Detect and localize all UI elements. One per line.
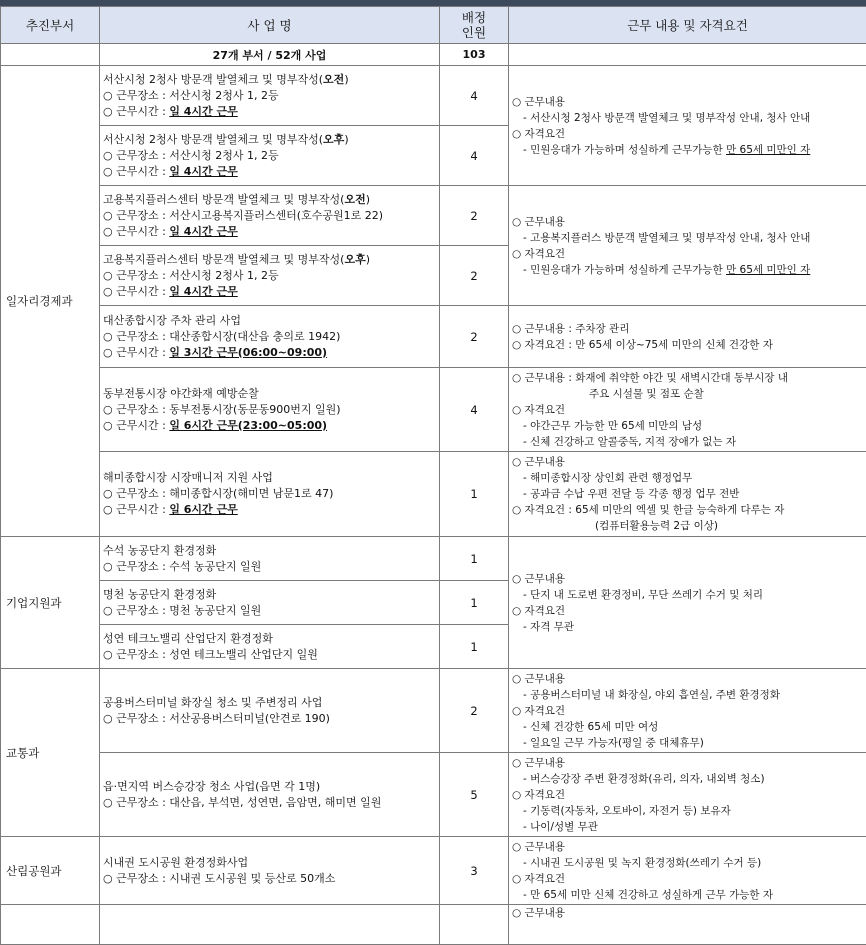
- biz-place: ○ 근무장소 : 대산읍, 부석면, 성연면, 음암면, 해미면 일원: [103, 795, 436, 811]
- header-count: 배정 인원: [440, 7, 509, 44]
- duty-cell: ○ 근무내용 - 서산시청 2청사 방문객 발열체크 및 명부작성 안내, 청사 안내 ○ 자격요건 - 민원응대가 가능하며 성실하게 근무가능한 만 65세 미만인 자: [509, 66, 866, 186]
- biz-cell: [100, 246, 440, 306]
- biz-cell: [100, 753, 440, 837]
- table-row: [1, 837, 866, 905]
- duty-cell: ○ 근무내용 : 주차장 관리 ○ 자격요건 : 만 65세 이상~75세 미만의 신체 건강한 자: [509, 306, 866, 368]
- biz-place: ○ 근무장소 : 수석 농공단지 일원: [103, 559, 436, 575]
- biz-cell: [100, 186, 440, 246]
- biz-place: ○ 근무장소 : 명천 농공단지 일원: [103, 603, 436, 619]
- biz-title: 서산시청 2청사 방문객 발열체크 및 명부작성(오후): [103, 132, 436, 148]
- count-cell: 3: [440, 837, 509, 905]
- biz-cell: [100, 368, 440, 452]
- duty-cell: ○ 근무내용 - 단지 내 도로변 환경정비, 무단 쓰레기 수거 및 처리 ○ 자격요건 - 자격 무관: [509, 537, 866, 669]
- biz-title: 시내권 도시공원 환경정화사업: [103, 855, 436, 871]
- biz-place: ○ 근무장소 : 성연 테크노밸리 산업단지 일원: [103, 647, 436, 663]
- biz-cell: [100, 537, 440, 581]
- table-row: [1, 905, 866, 945]
- biz-time: ○ 근무시간 : 일 4시간 근무: [103, 284, 436, 300]
- summary-row: [1, 44, 866, 66]
- biz-cell: [100, 306, 440, 368]
- biz-title: 성연 테크노밸리 산업단지 환경정화: [103, 631, 436, 647]
- duty-cell: ○ 근무내용 - 버스승강장 주변 환경정화(유리, 의자, 내외벽 청소) ○ 자격요건 - 기동력(자동차, 오토바이, 자전거 등) 보유자 - 나이/성별 무관: [509, 753, 866, 837]
- duty-cell: ○ 근무내용 - 시내권 도시공원 및 녹지 환경정화(쓰레기 수거 등) ○ 자격요건 - 만 65세 미만 신체 건강하고 성실하게 근무 가능한 자: [509, 837, 866, 905]
- dept-cell: 일자리경제과: [1, 66, 100, 537]
- table-row: [1, 753, 866, 837]
- count-cell: 2: [440, 306, 509, 368]
- biz-place: ○ 근무장소 : 서산시청 2청사 1, 2등: [103, 88, 436, 104]
- biz-cell: [100, 837, 440, 905]
- table-row: [1, 306, 866, 368]
- biz-place: ○ 근무장소 : 동부전통시장(동문동900번지 일원): [103, 402, 436, 418]
- summary-label: 27개 부서 / 52개 사업: [100, 44, 440, 66]
- biz-time: ○ 근무시간 : 일 4시간 근무: [103, 224, 436, 240]
- table-row: [1, 537, 866, 581]
- biz-title: 공용버스터미널 화장실 청소 및 주변정리 사업: [103, 695, 436, 711]
- count-cell: 2: [440, 669, 509, 753]
- biz-place: ○ 근무장소 : 서산시고용복지플러스센터(호수공원1로 22): [103, 208, 436, 224]
- biz-time: ○ 근무시간 : 일 6시간 근무: [103, 502, 436, 518]
- count-cell: 4: [440, 66, 509, 126]
- biz-place: ○ 근무장소 : 서산공용버스터미널(안견로 190): [103, 711, 436, 727]
- biz-place: ○ 근무장소 : 대산종합시장(대산읍 충의로 1942): [103, 329, 436, 345]
- biz-place: ○ 근무장소 : 서산시청 2청사 1, 2등: [103, 268, 436, 284]
- duty-cell: ○ 근무내용 : 화재에 취약한 야간 및 새벽시간대 동부시장 내 주요 시설물 및 점포 순찰 ○ 자격요건 - 야간근무 가능한 만 65세 미만의 남성 - 신체 건강하고 알콜중독, 지적 장애가 없는 자: [509, 368, 866, 452]
- count-cell: 2: [440, 186, 509, 246]
- biz-cell: [100, 669, 440, 753]
- count-cell: 2: [440, 246, 509, 306]
- table-row: [1, 368, 866, 452]
- header-duty: 근무 내용 및 자격요건: [509, 7, 866, 44]
- biz-time: ○ 근무시간 : 일 6시간 근무(23:00~05:00): [103, 418, 436, 434]
- biz-title: 대산종합시장 주차 관리 사업: [103, 313, 436, 329]
- dept-cell: 산림공원과: [1, 837, 100, 905]
- biz-title: 서산시청 2청사 방문객 발열체크 및 명부작성(오전): [103, 72, 436, 88]
- count-cell: 4: [440, 368, 509, 452]
- biz-time: ○ 근무시간 : 일 4시간 근무: [103, 164, 436, 180]
- biz-place: ○ 근무장소 : 서산시청 2청사 1, 2등: [103, 148, 436, 164]
- summary-count: 103: [440, 44, 509, 66]
- duty-cell: ○ 근무내용 - 공용버스터미널 내 화장실, 야외 흡연실, 주변 환경정화 ○ 자격요건 - 신체 건강한 65세 미만 여성 - 일요일 근무 가능자(평일 중 대체휴무): [509, 669, 866, 753]
- biz-cell: [100, 452, 440, 537]
- count-cell: 1: [440, 625, 509, 669]
- biz-cell: [100, 126, 440, 186]
- biz-cell: [100, 581, 440, 625]
- count-cell: 1: [440, 452, 509, 537]
- biz-title: 동부전통시장 야간화재 예방순찰: [103, 386, 436, 402]
- biz-place: ○ 근무장소 : 해미종합시장(해미면 남문1로 47): [103, 486, 436, 502]
- biz-title: 고용복지플러스센터 방문객 발열체크 및 명부작성(오후): [103, 252, 436, 268]
- biz-title: 고용복지플러스센터 방문객 발열체크 및 명부작성(오전): [103, 192, 436, 208]
- count-cell: 4: [440, 126, 509, 186]
- header-row: [1, 7, 866, 44]
- biz-title: 해미종합시장 시장매니저 지원 사업: [103, 470, 436, 486]
- header-dept: 추진부서: [1, 7, 100, 44]
- duty-cell: ○ 근무내용: [509, 905, 866, 945]
- table-row: [1, 452, 866, 537]
- biz-title: 읍·면지역 버스승강장 청소 사업(읍면 각 1명): [103, 779, 436, 795]
- job-table-container: [0, 6, 866, 945]
- biz-place: ○ 근무장소 : 시내권 도시공원 및 등산로 50개소: [103, 871, 436, 887]
- biz-time: ○ 근무시간 : 일 3시간 근무(06:00~09:00): [103, 345, 436, 361]
- count-cell: 1: [440, 537, 509, 581]
- dept-cell: 교통과: [1, 669, 100, 837]
- count-cell: 1: [440, 581, 509, 625]
- table-row: [1, 66, 866, 126]
- dept-cell: 기업지원과: [1, 537, 100, 669]
- duty-cell: ○ 근무내용 - 고용복지플러스 방문객 발열체크 및 명부작성 안내, 청사 안내 ○ 자격요건 - 민원응대가 가능하며 성실하게 근무가능한 만 65세 미만인 자: [509, 186, 866, 306]
- job-table: [0, 6, 866, 945]
- biz-title: 명천 농공단지 환경정화: [103, 587, 436, 603]
- table-row: [1, 186, 866, 246]
- table-row: [1, 669, 866, 753]
- duty-cell: ○ 근무내용 - 해미종합시장 상인회 관련 행정업무 - 공과금 수납 우편 전달 등 각종 행정 업무 전반 ○ 자격요건 : 65세 미만의 엑셀 및 한글 능숙하게 다루는 자 (컴퓨터활용능력 2급 이상): [509, 452, 866, 537]
- biz-cell: [100, 625, 440, 669]
- count-cell: 5: [440, 753, 509, 837]
- biz-cell: [100, 66, 440, 126]
- biz-title: 수석 농공단지 환경정화: [103, 543, 436, 559]
- header-biz: 사 업 명: [100, 7, 440, 44]
- biz-time: ○ 근무시간 : 일 4시간 근무: [103, 104, 436, 120]
